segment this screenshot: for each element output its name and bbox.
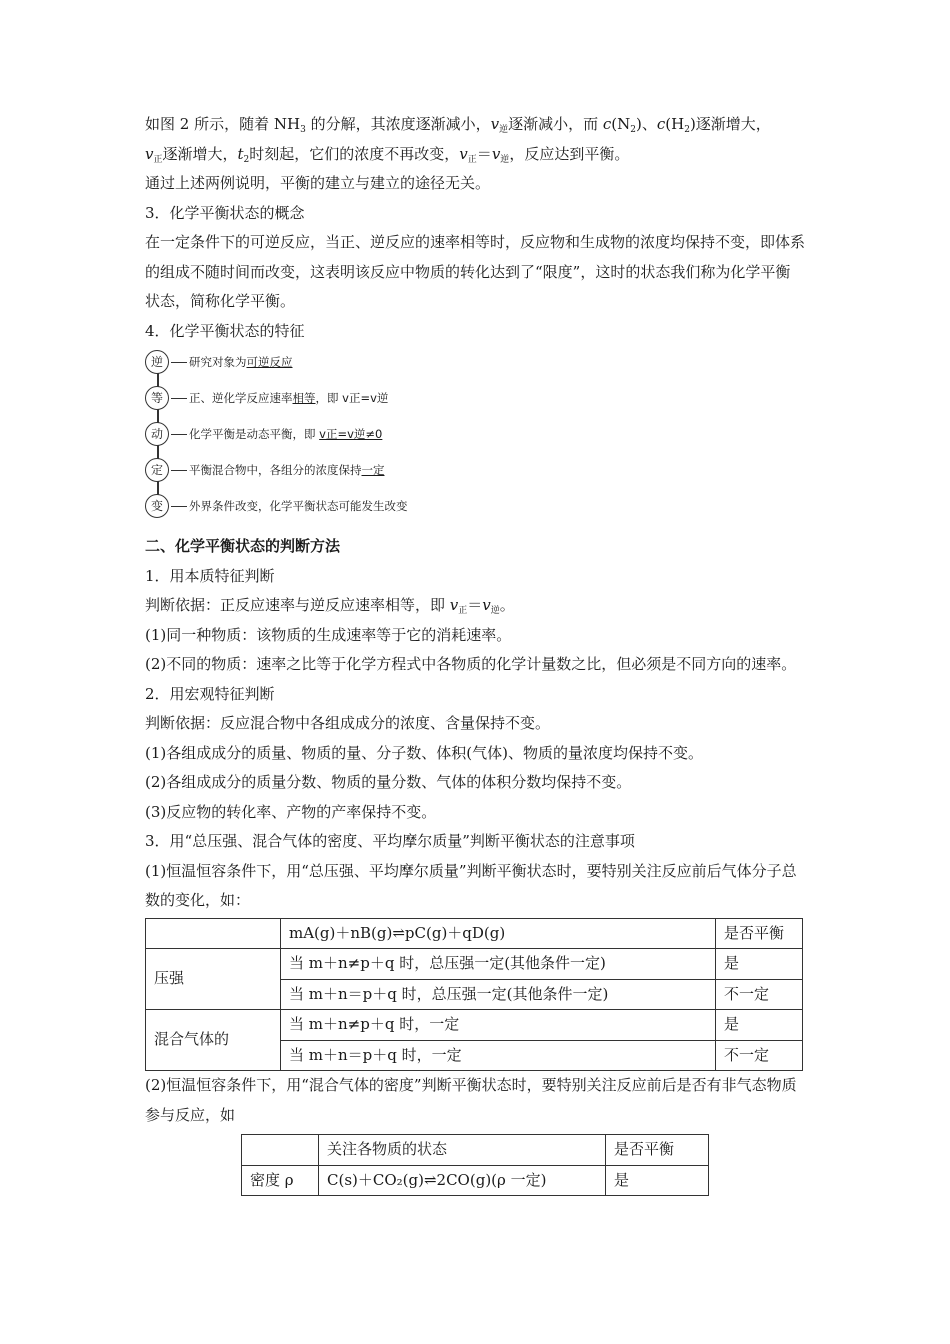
table-cell: 是 [716, 1010, 803, 1041]
section-3-body: 在一定条件下的可逆反应，当正、逆反应的速率相等时，反应物和生成物的浓度均保持不变，即体系的组成不随时间而改变，这表明该反应中物质的转化达到了“限度”，这时的状态我们称为化学平衡状态，简称化学平衡。 [145, 233, 806, 310]
density-table [241, 1134, 709, 1196]
table-row [146, 1010, 803, 1041]
table-header-states: 关注各物质的状态 [319, 1135, 606, 1166]
table-cell: 是 [606, 1165, 709, 1196]
method-2-basis: 判断依据：反应混合物中各组成成分的浓度、含量保持不变。 [145, 714, 551, 732]
table-cell: 是 [716, 949, 803, 980]
method-1-point-2: (2)不同的物质：速率之比等于化学方程式中各物质的化学计量数之比，但必须是不同方向的速率。 [145, 655, 797, 673]
table-cell: 当 m＋n＝p＋q 时，总压强一定(其他条件一定) [281, 979, 716, 1010]
features-diagram [145, 350, 805, 526]
node-deng-text: 正、逆化学反应速率相等，即 v正=v逆 [171, 390, 388, 406]
node-bian-text: 外界条件改变，化学平衡状态可能发生改变 [171, 498, 408, 514]
method-1-title: 1．用本质特征判断 [145, 566, 275, 585]
node-ding: 定 [145, 458, 169, 482]
node-dong-text: 化学平衡是动态平衡，即 v正=v逆≠0 [171, 426, 382, 442]
table-row [146, 949, 803, 980]
table-cell: 当 m＋n≠p＋q 时，一定 [281, 1010, 716, 1041]
table-cell: 不一定 [716, 979, 803, 1010]
method-2-point-2: (2)各组成成分的质量分数、物质的量分数、气体的体积分数均保持不变。 [145, 773, 632, 791]
table-row [242, 1165, 709, 1196]
method-1-basis: 判断依据：正反应速率与逆反应速率相等，即 $v_正=v_逆$。 [145, 596, 515, 616]
method-3-point-2: (2)恒温恒容条件下，用“混合气体的密度”判断平衡状态时，要特别关注反应前后是否有非气态物质参与反应，如 [145, 1076, 797, 1124]
method-1-point-1: (1)同一种物质：该物质的生成速率等于它的消耗速率。 [145, 625, 512, 644]
node-ni-text: 研究对象为可逆反应 [171, 354, 293, 370]
part-2-heading: 二、化学平衡状态的判断方法 [145, 537, 341, 555]
node-dong: 动 [145, 422, 169, 446]
row-label-pressure: 压强 [146, 949, 281, 1010]
table-header-result: 是否平衡 [606, 1135, 709, 1166]
document-page [145, 110, 805, 1196]
table-cell: 当 m＋n≠p＋q 时，总压强一定(其他条件一定) [281, 949, 716, 980]
intro-line-2: $v_正$逐渐增大，$t_2$时刻起，它们的浓度不再改变，$v_正=v_逆$，反应达到平衡。 [145, 144, 630, 165]
table-row [146, 918, 803, 949]
pressure-table [145, 918, 803, 1072]
method-2-title: 2．用宏观特征判断 [145, 684, 275, 703]
table-cell: C(s)＋CO₂(g)⇌2CO(g)(ρ 一定) [319, 1165, 606, 1196]
intro-line-1: 如图 2 所示，随着 $NH_3$ 的分解，其浓度逐渐减小，$v_逆$逐渐减小，而 $c(N_2)$、$c(H_2)$逐渐增大， [145, 115, 771, 135]
row-label-gas: 混合气体的 [146, 1010, 281, 1071]
method-3-title: 3．用“总压强、混合气体的密度、平均摩尔质量”判断平衡状态的注意事项 [145, 832, 635, 850]
table-header-equation: mA(g)＋nB(g)⇌pC(g)＋qD(g) [281, 918, 716, 949]
method-3-point-1: (1)恒温恒容条件下，用“总压强、平均摩尔质量”判断平衡状态时，要特别关注反应前后气体分子总数的变化，如： [145, 861, 797, 909]
table-cell: 当 m＋n＝p＋q 时，一定 [281, 1040, 716, 1071]
node-ni: 逆 [145, 350, 169, 374]
node-bian: 变 [145, 494, 169, 518]
method-2-point-1: (1)各组成成分的质量、物质的量、分子数、体积(气体)、物质的量浓度均保持不变。 [145, 743, 703, 762]
section-3-title: 3．化学平衡状态的概念 [145, 203, 305, 222]
row-label-density: 密度 ρ [242, 1165, 319, 1196]
intro-line-3: 通过上述两例说明，平衡的建立与建立的途径无关。 [145, 174, 491, 192]
table-header-result: 是否平衡 [716, 918, 803, 949]
node-ding-text: 平衡混合物中，各组分的浓度保持一定 [171, 462, 385, 478]
method-2-point-3: (3)反应物的转化率、产物的产率保持不变。 [145, 802, 437, 821]
table-cell: 不一定 [716, 1040, 803, 1071]
node-deng: 等 [145, 386, 169, 410]
section-4-title: 4．化学平衡状态的特征 [145, 321, 305, 340]
table-row [242, 1135, 709, 1166]
